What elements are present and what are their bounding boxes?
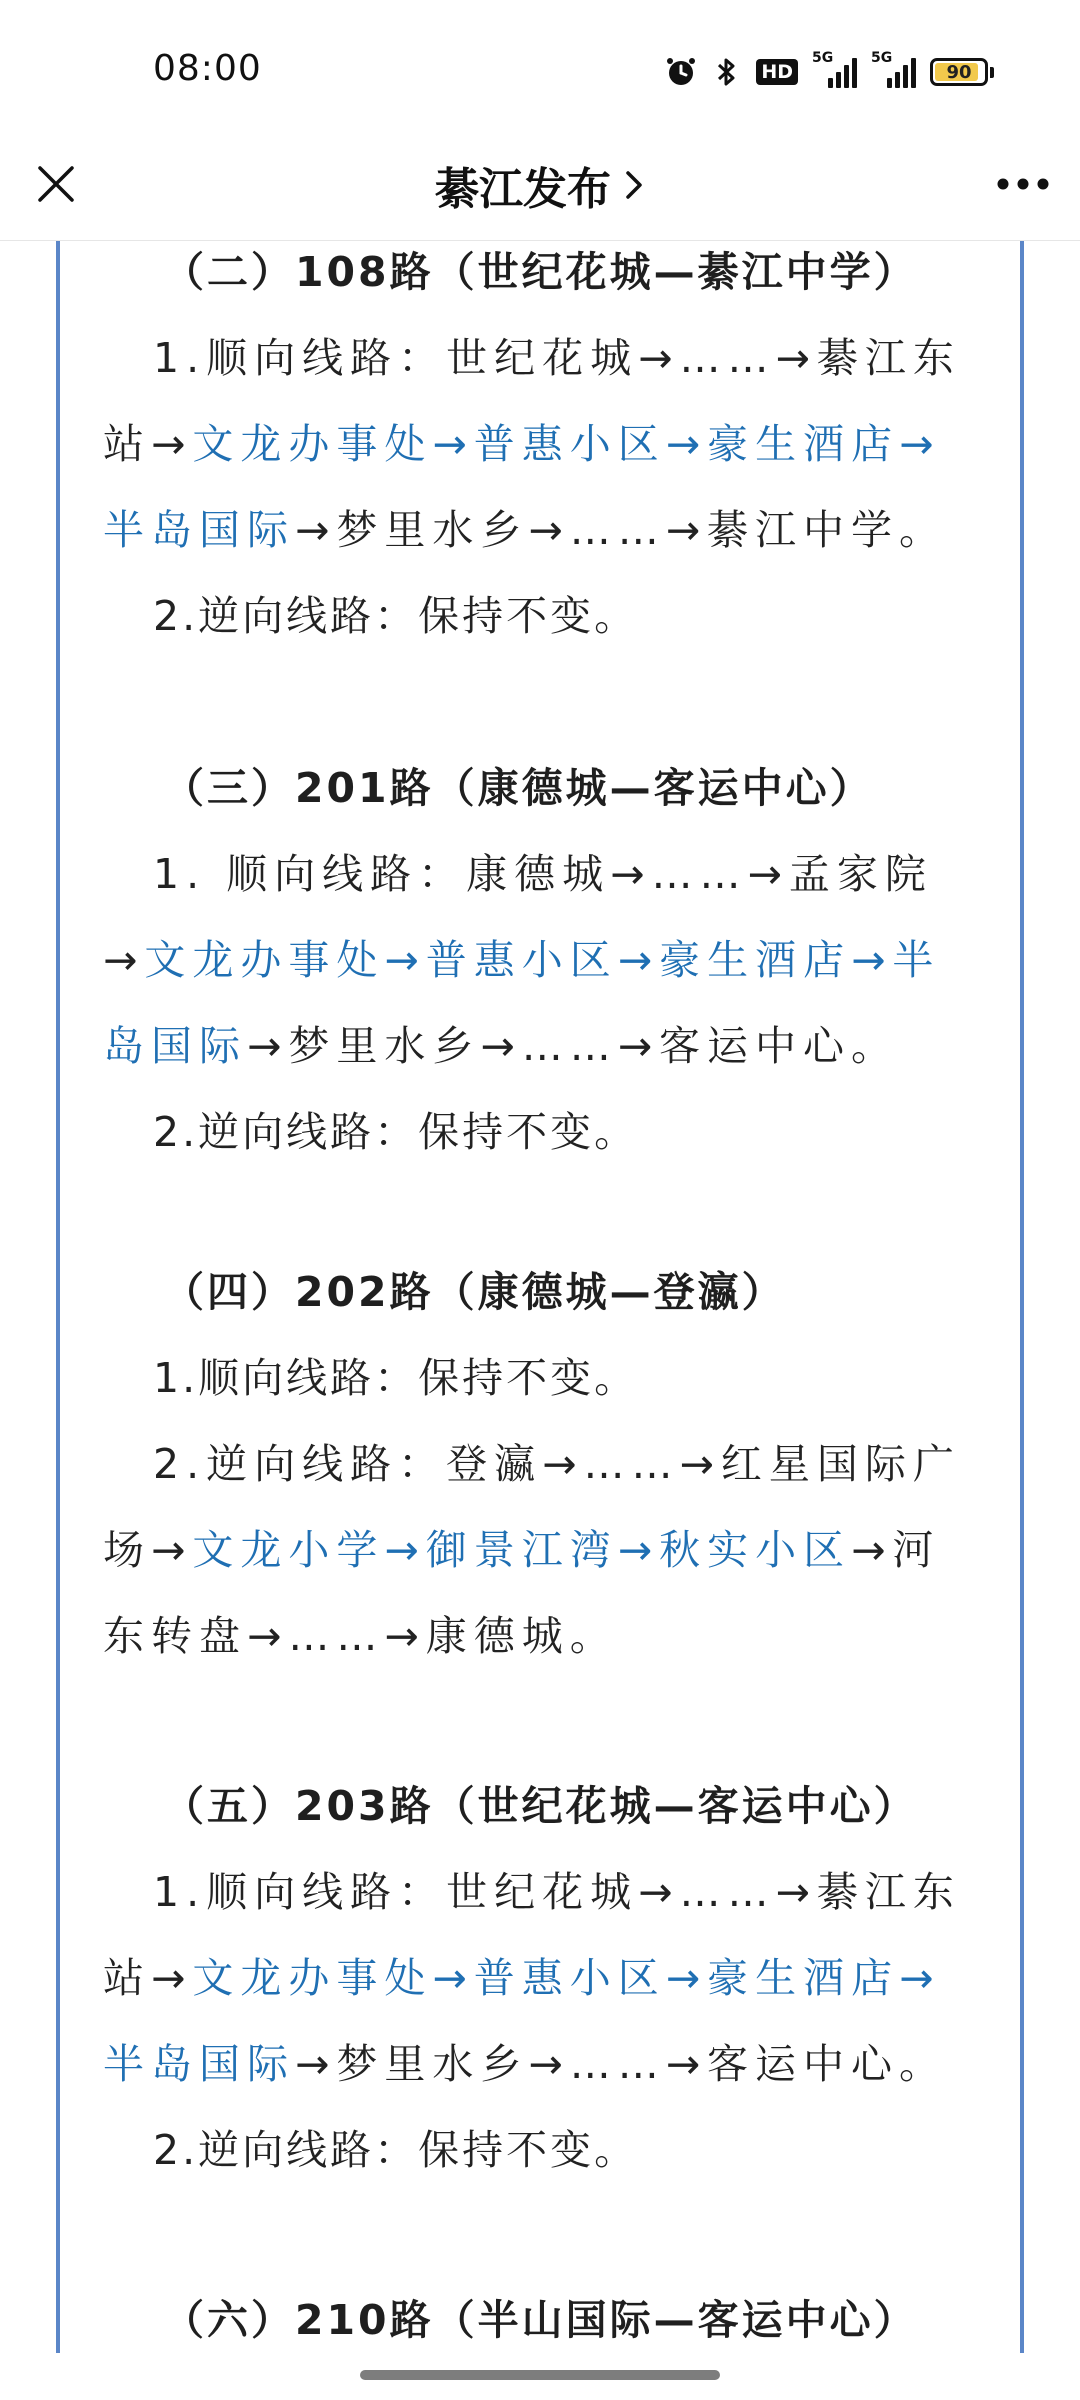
- route-text: →梦里水乡→……→綦江中学。: [295, 506, 948, 554]
- section-heading: （二）108路（世纪花城—綦江中学）: [163, 248, 918, 296]
- route-line: [103, 497, 947, 556]
- article-frame: [56, 241, 1024, 2353]
- highlighted-stops: 文龙小学→御景江湾→秋实小区: [192, 1526, 852, 1574]
- nav-title-container: [0, 130, 1080, 240]
- route-text: 东转盘→……→康德城。: [103, 1612, 618, 1660]
- route-text: →: [103, 936, 145, 984]
- route-line: [153, 1099, 638, 1158]
- more-icon: [996, 177, 1050, 191]
- route-line: [153, 1345, 638, 1404]
- status-icons: [664, 52, 994, 92]
- bluetooth-icon: [712, 55, 742, 89]
- route-text: 1.顺向线路：世纪花城→……→綦江东: [153, 1868, 961, 1916]
- page-title: 綦江发布: [435, 164, 611, 215]
- route-text: →梦里水乡→……→客运中心。: [247, 1022, 900, 1070]
- route-text: →梦里水乡→……→客运中心。: [295, 2040, 948, 2088]
- more-button[interactable]: [988, 154, 1058, 214]
- route-line: [153, 1859, 961, 1918]
- battery-icon: [930, 58, 994, 86]
- route-text: 2.逆向线路：登瀛→……→红星国际广: [153, 1440, 961, 1488]
- route-line: [153, 325, 961, 384]
- highlighted-stops: 半岛国际: [103, 2040, 295, 2088]
- hd-icon: HD: [756, 59, 798, 85]
- route-line: [103, 411, 940, 470]
- highlighted-stops: 岛国际: [103, 1022, 247, 1070]
- highlighted-stops: 文龙办事处→普惠小区→豪生酒店→: [192, 420, 941, 468]
- battery-level: 90: [946, 61, 972, 83]
- route-line: [153, 1431, 961, 1490]
- route-line: [153, 2117, 638, 2176]
- route-line: [103, 1603, 618, 1662]
- status-time: 08:00: [153, 48, 262, 89]
- route-line: [103, 2031, 947, 2090]
- section-heading: （五）203路（世纪花城—客运中心）: [163, 1782, 918, 1830]
- highlighted-stops: 半岛国际: [103, 506, 295, 554]
- route-line: [103, 1945, 940, 2004]
- route-text: 站→: [103, 1954, 193, 2002]
- signal-icon-2: [871, 50, 916, 88]
- route-line: [103, 1517, 940, 1576]
- route-text: 1.顺向线路：世纪花城→……→綦江东: [153, 334, 961, 382]
- route-line: [153, 583, 638, 642]
- signal-icon: [812, 50, 857, 88]
- route-text: 2.逆向线路：保持不变。: [153, 1108, 639, 1156]
- route-text: 2.逆向线路：保持不变。: [153, 2126, 639, 2174]
- home-gesture-bar[interactable]: [360, 2370, 720, 2380]
- route-text: 场→: [103, 1526, 193, 1574]
- route-text: 2.逆向线路：保持不变。: [153, 592, 639, 640]
- highlighted-stops: 文龙办事处→普惠小区→豪生酒店→半: [144, 936, 941, 984]
- nav-bar: [0, 130, 1080, 241]
- route-text: 1.顺向线路：保持不变。: [153, 1354, 639, 1402]
- route-line: [103, 1013, 899, 1072]
- chevron-right-icon: [623, 169, 645, 201]
- route-text: →河: [851, 1526, 941, 1574]
- highlighted-stops: 文龙办事处→普惠小区→豪生酒店→: [192, 1954, 941, 2002]
- network-label-2: 5G: [871, 50, 893, 66]
- section-heading: （六）210路（半山国际—客运中心）: [163, 2296, 918, 2344]
- account-title-link[interactable]: [435, 153, 645, 217]
- route-text: 站→: [103, 420, 193, 468]
- status-bar: [0, 0, 1080, 140]
- route-line: [103, 927, 940, 986]
- route-line: [153, 841, 933, 900]
- route-text: 1. 顺向线路：康德城→……→孟家院: [153, 850, 933, 898]
- section-heading: （四）202路（康德城—登瀛）: [163, 1268, 786, 1316]
- alarm-icon: [664, 55, 698, 89]
- section-heading: （三）201路（康德城—客运中心）: [163, 764, 874, 812]
- network-label: 5G: [812, 50, 834, 66]
